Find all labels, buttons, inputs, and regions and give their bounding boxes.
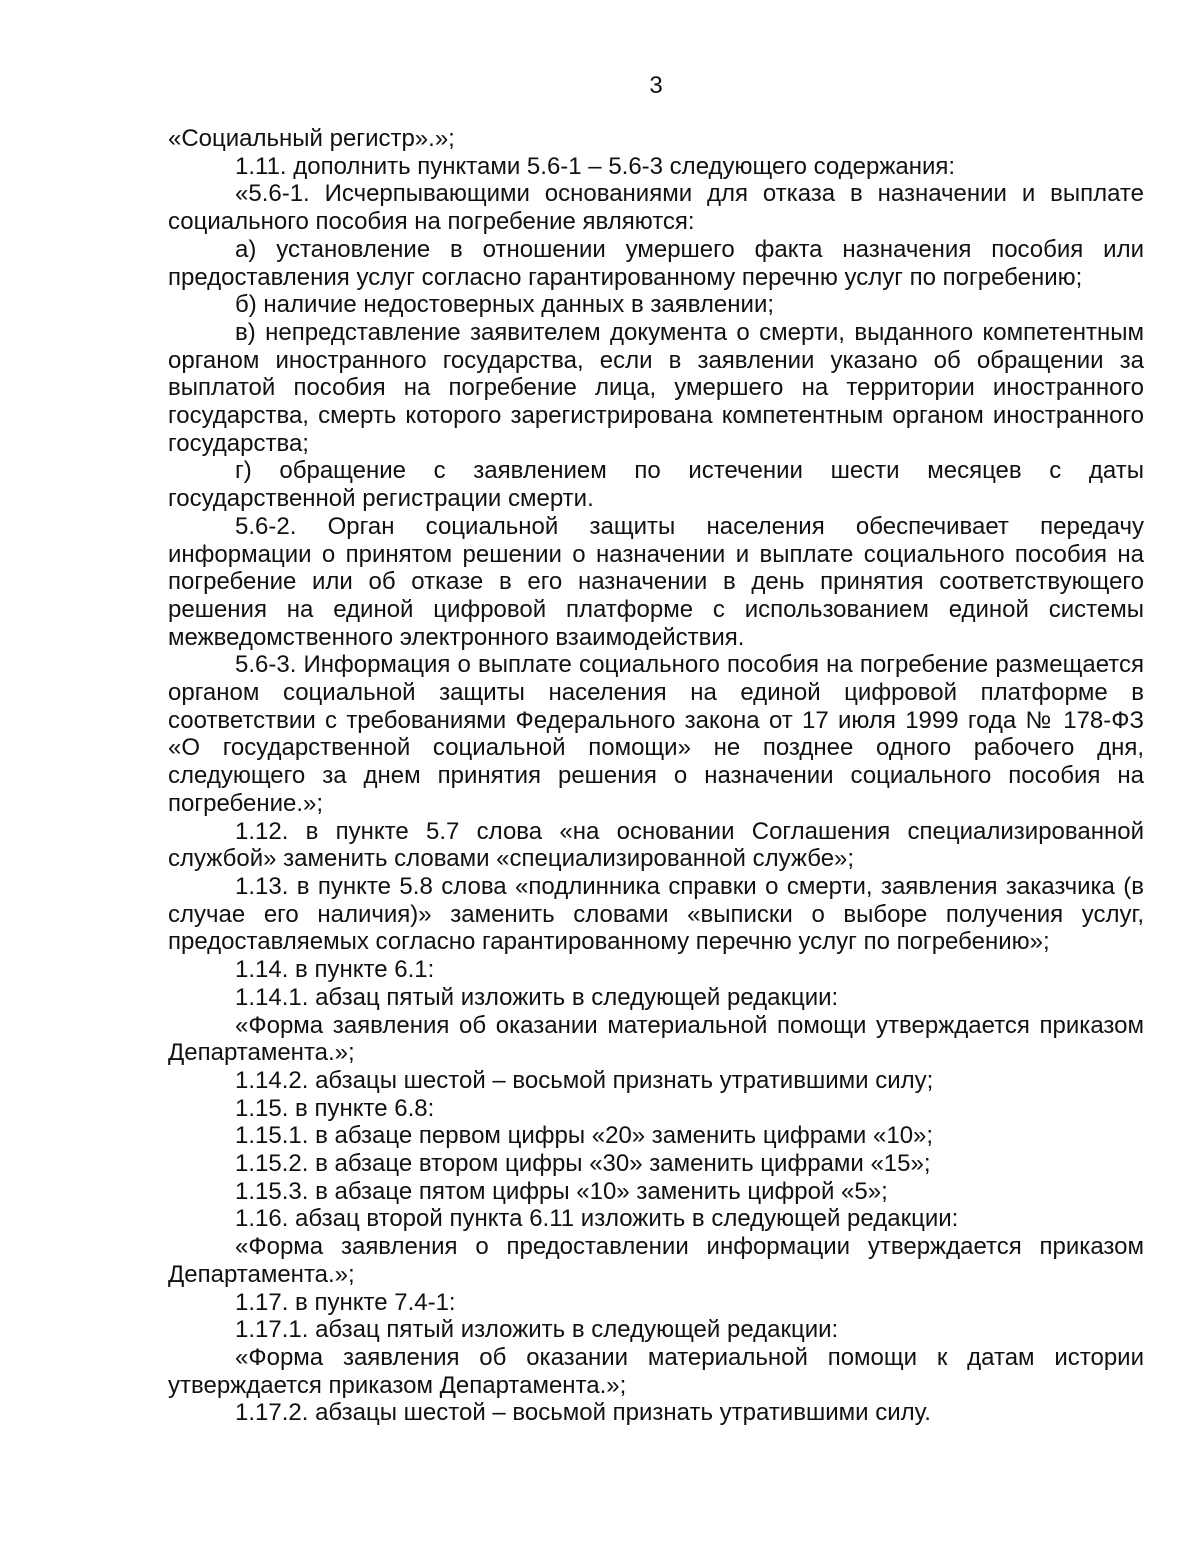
paragraph: 5.6-3. Информация о выплате социального пособия на погребение размещается органом социальной защиты населения на единой цифровой платформе в соответствии с требованиями Федерального закона от 17 июля 1999 года № 178-ФЗ «О государственной социальной помощи» не позднее одного рабочего дня, следующего за днем принятия решения о назначении социального пособия на погребение.»; [168,651,1144,817]
paragraph: 1.16. абзац второй пункта 6.11 изложить в следующей редакции: [235,1205,959,1233]
paragraph: «Социальный регистр».»; [168,125,455,152]
paragraph: 1.15.2. в абзаце втором цифры «30» заменить цифрами «15»; [235,1150,931,1178]
paragraph: б) наличие недостоверных данных в заявлении; [235,291,775,319]
paragraph: 1.13. в пункте 5.8 слова «подлинника справки о смерти, заявления заказчика (в случае его наличия)» заменить словами «выписки о выборе получения услуг, предоставляемых согласно гарантированному перечню услуг по погребению»; [168,872,1144,956]
paragraph: «Форма заявления об оказании материальной помощи утверждается приказом Департамента.»; [168,1011,1144,1067]
paragraph: 1.17. в пункте 7.4-1: [235,1288,456,1316]
paragraph: 1.12. в пункте 5.7 слова «на основании Соглашения специализированной службой» заменить словами «специализированной службе»; [168,817,1144,873]
paragraph: 1.17.1. абзац пятый изложить в следующей редакции: [235,1316,839,1344]
paragraph: «Форма заявления о предоставлении информации утверждается приказом Департамента.»; [168,1233,1144,1288]
paragraph: 1.17.2. абзацы шестой – восьмой признать утратившими силу. [235,1399,931,1427]
paragraph: в) непредставление заявителем документа о смерти, выданного компетентным органом иностранного государства, если в заявлении указано об обращении за выплатой пособия на погребение лица, умершего на территории иностранного государства, смерть которого зарегистрирована компетентным органом иностранного государства; [168,318,1144,457]
paragraph: «Форма заявления об оказании материальной помощи к датам истории утверждается приказом Департамента.»; [168,1343,1144,1399]
paragraph: г) обращение с заявлением по истечении шести месяцев с даты государственной регистрации смерти. [168,457,1144,513]
paragraph: 1.15.3. в абзаце пятом цифры «10» заменить цифрой «5»; [235,1177,888,1205]
paragraph: 1.14.1. абзац пятый изложить в следующей редакции: [235,983,839,1011]
paragraph: 1.15. в пункте 6.8: [235,1094,435,1122]
paragraph: 1.14.2. абзацы шестой – восьмой признать утратившими силу; [235,1066,934,1094]
page-number: 3 [649,72,663,99]
paragraph: а) установление в отношении умершего факта назначения пособия или предоставления услуг согласно гарантированному перечню услуг по погребению; [168,235,1144,291]
document-body [168,125,1144,1427]
paragraph: 1.11. дополнить пунктами 5.6-1 – 5.6-3 следующего содержания: [235,152,956,180]
paragraph: «5.6-1. Исчерпывающими основаниями для отказа в назначении и выплате социального пособия на погребение являются: [168,180,1144,236]
paragraph: 1.14. в пункте 6.1: [235,956,435,984]
paragraph: 1.15.1. в абзаце первом цифры «20» заменить цифрами «10»; [235,1122,934,1150]
paragraph: 5.6-2. Орган социальной защиты населения обеспечивает передачу информации о принятом решении о назначении и выплате социального пособия на погребение или об отказе в его назначении в день принятия соответствующего решения на единой цифровой платформе с использованием единой системы межведомственного электронного взаимодействия. [168,512,1144,651]
